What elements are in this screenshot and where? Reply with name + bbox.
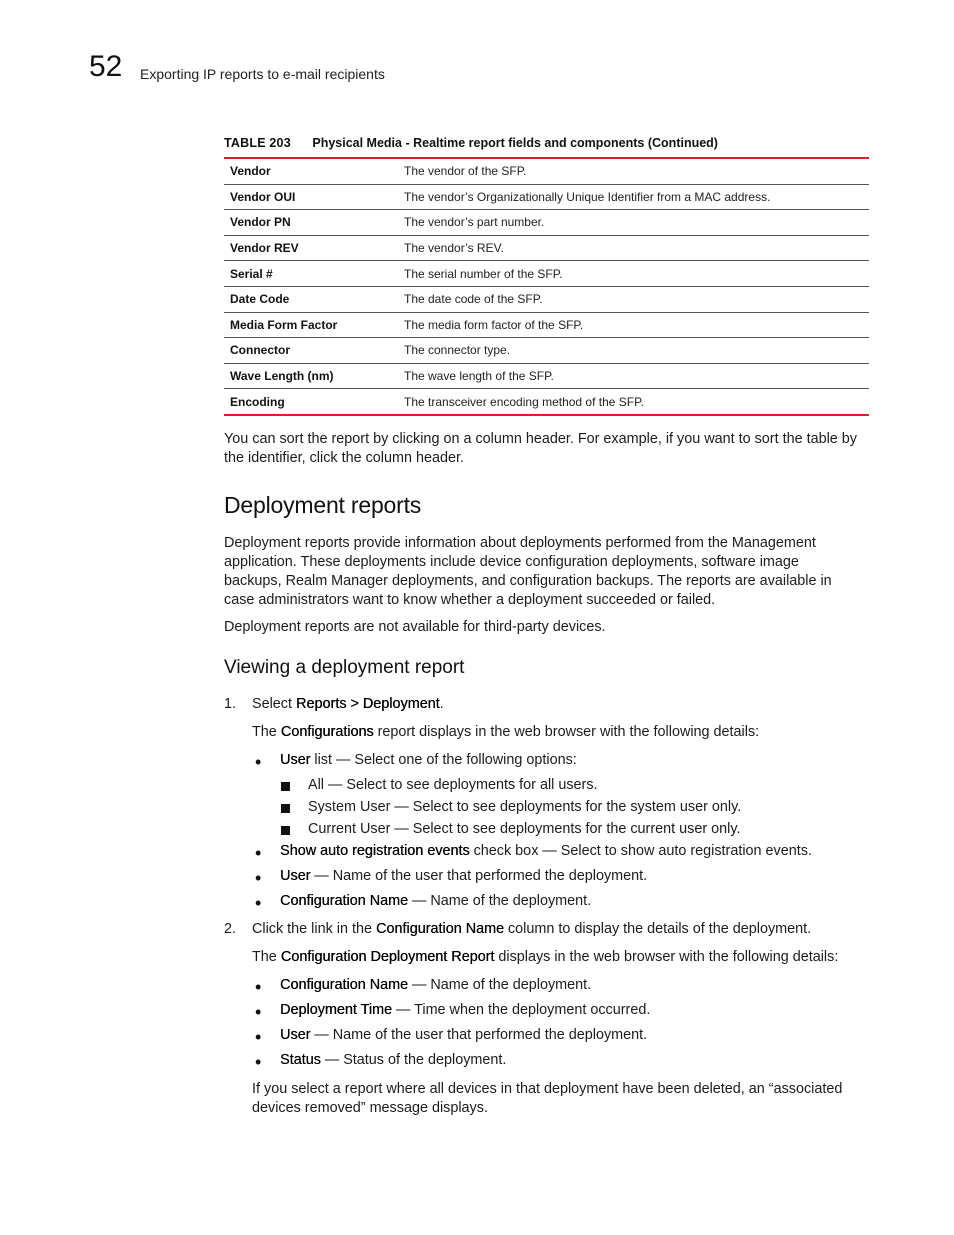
table-row [224,235,869,261]
bullet-icon: • [255,752,262,772]
chapter-number: 52 [89,50,123,83]
paragraph-line: case administrators want to know whether a deployment succeeded or failed. [224,592,716,608]
field-description-cell: The wave length of the SFP. [390,363,869,389]
field-name-cell: Serial # [224,261,390,287]
field-name-cell: Vendor REV [224,235,390,261]
step-text: Click the link in the [252,921,376,937]
bullet-icon: • [255,843,262,863]
running-title: Exporting IP reports to e-mail recipients [140,66,385,82]
field-name-cell: Vendor OUI [224,184,390,210]
bullet-icon: • [255,1052,262,1072]
square-bullet-icon [281,826,290,835]
field-description-cell: The serial number of the SFP. [390,261,869,287]
step-text: . [439,696,444,712]
table-title: Physical Media - Realtime report fields and components (Continued) [312,136,718,150]
bullet-icon: • [255,977,262,997]
field-description-cell: The media form factor of the SFP. [390,312,869,338]
table-row [224,338,869,364]
field-name-cell: Wave Length (nm) [224,363,390,389]
field-name-cell: Vendor [224,158,390,184]
field-description-cell: The vendor’s Organizationally Unique Identifier from a MAC address. [390,184,869,210]
bullet-item: User — Name of the user that performed the deployment. [280,868,648,884]
field-description-cell: The date code of the SFP. [390,286,869,312]
third-party-note: Deployment reports are not available for third-party devices. [224,619,606,635]
paragraph-line: Deployment reports provide information about deployments performed from the Management [224,535,816,551]
step-2-intro: The Configuration Deployment Report displays in the web browser with the following details: [252,949,839,965]
closing-line: If you select a report where all devices in that deployment have been deleted, an “associated [252,1081,843,1097]
field-name-cell: Connector [224,338,390,364]
sort-note [224,430,884,468]
option-item: All — Select to see deployments for all users. [308,777,598,793]
closing-note [252,1080,872,1118]
step-text: column to display the details of the deployment. [503,921,812,937]
step-1-intro: The Configurations report displays in the web browser with the following details: [252,724,760,740]
table-label: TABLE 203 [224,136,291,150]
square-bullet-icon [281,782,290,791]
report-name: Configurations [280,724,374,740]
field-name-cell: Vendor PN [224,210,390,236]
table-row [224,363,869,389]
field-name-cell: Media Form Factor [224,312,390,338]
field-name-cell: Encoding [230,394,285,409]
bullet-item: Configuration Name — Name of the deployment. [280,977,592,993]
square-bullet-icon [281,804,290,813]
option-item: Current User — Select to see deployments for the current user only. [308,821,741,837]
step-1 [224,696,444,712]
sort-note-line: the identifier, click the column header. [224,450,464,466]
field-description-cell: The vendor of the SFP. [390,158,869,184]
field-description-cell: The vendor’s REV. [390,235,869,261]
paragraph-line: application. These deployments include device configuration deployments, software image [224,554,799,570]
bullet-icon: • [255,1002,262,1022]
table-row [224,286,869,312]
column-name: Configuration Name [375,921,504,937]
field-description-cell: The transceiver encoding method of the SFP. [404,394,644,409]
section-title: Deployment reports [224,492,422,518]
bullet-icon: • [255,1027,262,1047]
report-name: Configuration Deployment Report [280,949,495,965]
bullet-item: Show auto registration events check box — Select to show auto registration events. [280,843,812,859]
step-2 [224,921,811,937]
table-row [224,312,869,338]
bullet-item: Configuration Name — Name of the deployment. [280,893,592,909]
field-description-cell: The vendor’s part number. [390,210,869,236]
table-row [224,261,869,287]
bullet-icon: • [255,868,262,888]
menu-path: Reports > Deployment [296,696,440,712]
table-row [224,389,869,415]
table-caption [224,136,869,150]
bullet-item: Deployment Time — Time when the deployment occurred. [280,1002,651,1018]
table-row [224,210,869,236]
field-name-cell: Date Code [224,286,390,312]
step-number: 1. [224,696,237,712]
step-text: Select [252,696,296,712]
step-number: 2. [224,921,237,937]
sort-note-line: You can sort the report by clicking on a column header. For example, if you want to sort the table by [224,431,858,447]
bullet-item: Status — Status of the deployment. [280,1052,507,1068]
table-row [224,158,869,184]
field-description-cell: The connector type. [390,338,869,364]
subsection-title: Viewing a deployment report [224,657,465,678]
bullet-item: User — Name of the user that performed the deployment. [280,1027,648,1043]
bullet-icon: • [255,893,262,913]
table-row [224,184,869,210]
bullet-item: User list — Select one of the following options: [280,752,577,768]
fields-table [224,157,869,416]
closing-line: devices removed” message displays. [252,1100,488,1116]
paragraph-line: backups, Realm Manager deployments, and configuration backups. The reports are available in [224,573,832,589]
option-item: System User — Select to see deployments for the system user only. [308,799,742,815]
section-paragraph [224,534,884,610]
